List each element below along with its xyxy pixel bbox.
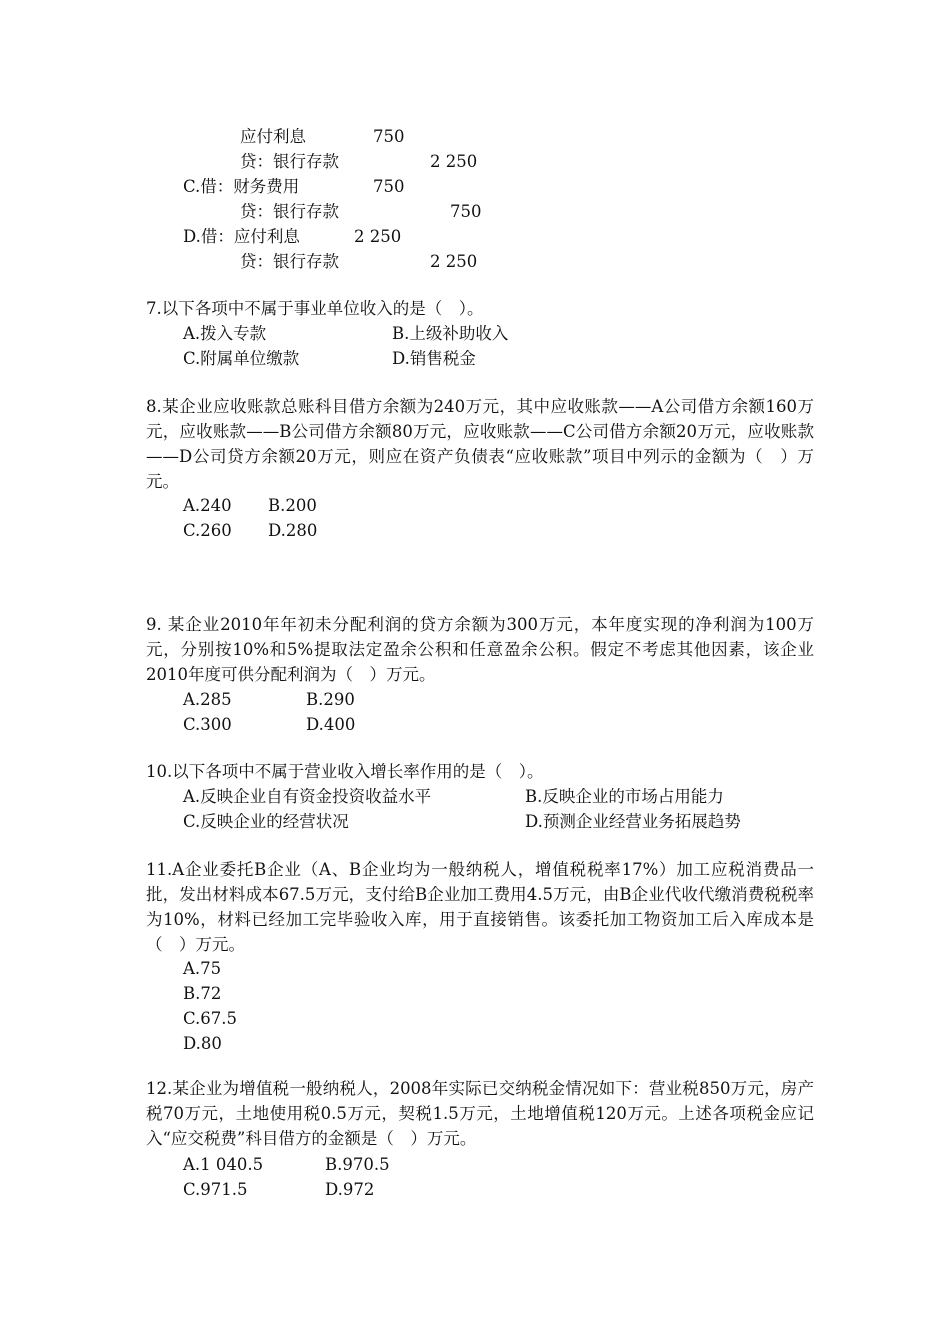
q10-option-d: D.预测企业经营业务拓展趋势 xyxy=(525,812,741,831)
q9-stem: 9. 某企业2010年年初未分配利润的贷方余额为300万元，本年度实现的净利润为100万元，分别按10%和5%提取法定盈余公积和任意盈余公积。假定不考虑其他因素，该企业2010年度可供分配利润为（ ）万元。 xyxy=(146,615,814,684)
q12-option-d: D.972 xyxy=(325,1180,375,1199)
q11-option-d: D.80 xyxy=(183,1034,222,1053)
q7-option-d: D.销售税金 xyxy=(392,349,476,368)
q7-option-b: B.上级补助收入 xyxy=(392,324,509,343)
q6-b-line1-amount: 750 xyxy=(373,127,405,146)
q10-stem: 10.以下各项中不属于营业收入增长率作用的是（ ）。 xyxy=(146,762,544,781)
q11-option-c: C.67.5 xyxy=(183,1009,238,1028)
q12-option-b: B.970.5 xyxy=(325,1155,390,1174)
q9-option-c: C.300 xyxy=(183,715,232,734)
q7-option-c: C.附属单位缴款 xyxy=(183,349,300,368)
q8-option-a: A.240 xyxy=(183,496,232,515)
q6-d-label: D.借：应付利息 xyxy=(183,227,300,246)
q12-stem: 12.某企业为增值税一般纳税人，2008年实际已交纳税金情况如下：营业税850万元，房产税70万元，土地使用税0.5万元，契税1.5万元，土地增值税120万元。上述各项税金应记入“应交税费”科目借方的金额是（ ）万元。 xyxy=(146,1079,814,1148)
q7-option-a: A.拨入专款 xyxy=(183,324,267,343)
q6-c-line2-amount: 750 xyxy=(450,202,482,221)
q11-option-b: B.72 xyxy=(183,984,222,1003)
q6-c-line2-account: 贷：银行存款 xyxy=(240,202,339,221)
q8-stem: 8.某企业应收账款总账科目借方余额为240万元，其中应收账款——A公司借方余额160万元，应收账款——B公司借方余额80万元，应收账款——C公司借方余额20万元，应收账款——D公司贷方余额20万元，则应在资产负债表“应收账款”项目中列示的金额为（ ）万元。 xyxy=(146,397,814,491)
q8-option-d: D.280 xyxy=(268,521,318,540)
q9-option-a: A.285 xyxy=(183,690,232,709)
q8-option-b: B.200 xyxy=(268,496,317,515)
q8-option-c: C.260 xyxy=(183,521,232,540)
q6-b-line2-account: 贷：银行存款 xyxy=(240,152,339,171)
q6-c-label: C.借：财务费用 xyxy=(183,177,300,196)
q6-b-line1-account: 应付利息 xyxy=(240,127,306,146)
q10-option-a: A.反映企业自有资金投资收益水平 xyxy=(183,787,432,806)
q6-d-line2-amount: 2 250 xyxy=(430,252,478,271)
q9-option-b: B.290 xyxy=(306,690,355,709)
q6-d-line1-amount: 2 250 xyxy=(354,227,402,246)
q10-option-c: C.反映企业的经营状况 xyxy=(183,812,349,831)
q12-option-c: C.971.5 xyxy=(183,1180,248,1199)
q6-b-line2-amount: 2 250 xyxy=(430,152,478,171)
q11-option-a: A.75 xyxy=(183,959,222,978)
q11-stem: 11.A企业委托B企业（A、B企业均为一般纳税人，增值税税率17%）加工应税消费品一批，发出材料成本67.5万元，支付给B企业加工费用4.5万元，由B企业代收代缴消费税税率为10%，材料已经加工完毕验收入库，用于直接销售。该委托加工物资加工后入库成本是（ ）万元。 xyxy=(146,860,814,954)
q12-option-a: A.1 040.5 xyxy=(183,1155,264,1174)
q9-option-d: D.400 xyxy=(306,715,356,734)
q7-stem: 7.以下各项中不属于事业单位收入的是（ ）。 xyxy=(146,299,484,318)
q6-d-line2-account: 贷：银行存款 xyxy=(240,252,339,271)
q10-option-b: B.反映企业的市场占用能力 xyxy=(525,787,724,806)
q6-c-line1-amount: 750 xyxy=(373,177,405,196)
